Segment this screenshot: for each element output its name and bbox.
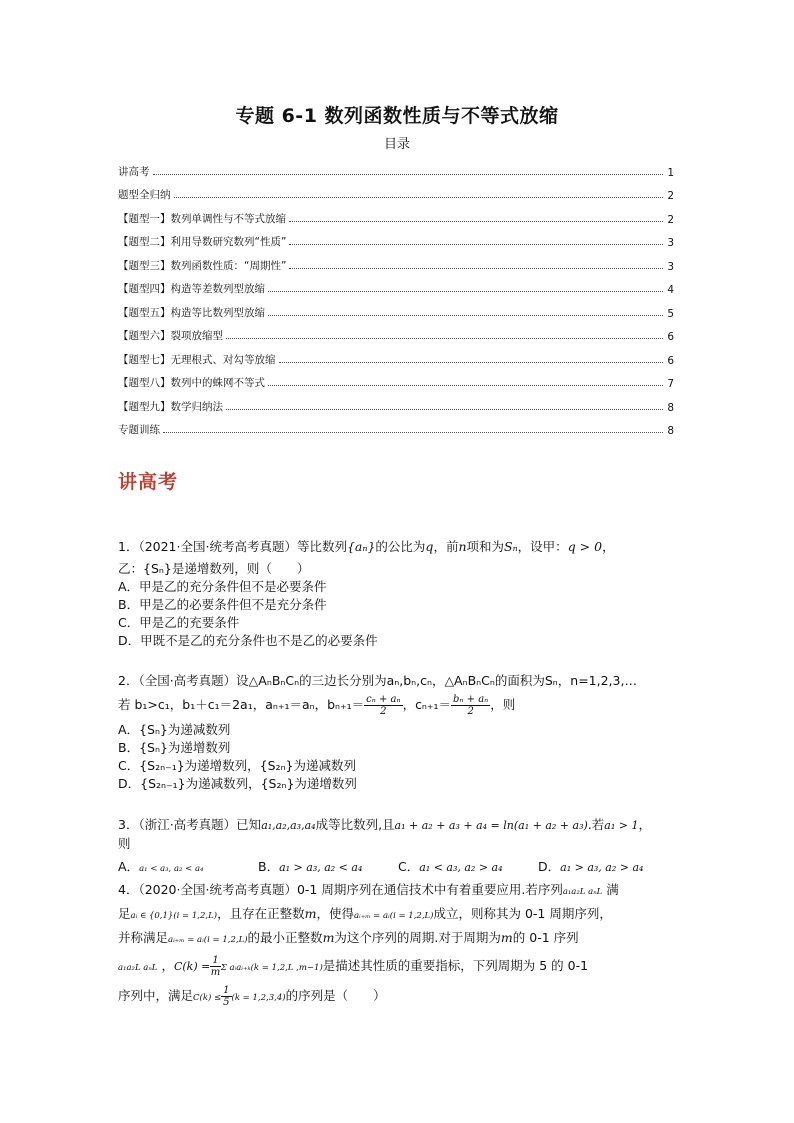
fraction-numerator: 1 bbox=[223, 985, 230, 996]
question-1 bbox=[118, 538, 678, 650]
option-d[interactable]: D．{S₂ₙ₋₁}为递减数列，{S₂ₙ}为递增数列 bbox=[118, 776, 357, 791]
math-expr: Sₙ bbox=[504, 539, 518, 554]
fraction bbox=[221, 985, 231, 1008]
option-label: B． bbox=[258, 859, 280, 874]
question-3 bbox=[118, 816, 678, 878]
option-expr: a₁ < a₃, a₂ > a₄ bbox=[419, 861, 503, 874]
question-text: ，则 bbox=[490, 697, 516, 712]
toc-entry-page: 6 bbox=[667, 331, 674, 343]
toc-leader bbox=[268, 315, 663, 316]
question-text: 的 0-1 序列 bbox=[512, 930, 579, 945]
math-expr: {aₙ} bbox=[346, 539, 376, 554]
toc-entry[interactable] bbox=[118, 390, 674, 414]
option-label: D． bbox=[538, 859, 561, 874]
toc-leader bbox=[268, 291, 663, 292]
fraction-denominator: m bbox=[210, 967, 221, 978]
option-a[interactable]: A．{Sₙ}为递减数列 bbox=[118, 722, 231, 737]
option-a[interactable] bbox=[118, 858, 258, 878]
toc-entry-label: 【题型五】构造等比数列型放缩 bbox=[118, 306, 265, 319]
question-4-line5 bbox=[118, 985, 678, 1009]
math-expr: Σ aᵢaᵢ₊ₖ(k = 1,2,L ,m−1) bbox=[220, 963, 323, 973]
toc-entry-page: 3 bbox=[667, 237, 674, 249]
question-text: 3．（浙江·高考真题）已知 bbox=[118, 817, 262, 832]
math-expr: a₁a₂L aₙL bbox=[118, 963, 158, 973]
question-text: 是描述其性质的重要指标，下列周期为 5 的 0-1 bbox=[322, 958, 589, 973]
toc-entry-page: 8 bbox=[667, 425, 674, 437]
toc-leader bbox=[226, 409, 663, 410]
toc-entry-page: 2 bbox=[667, 190, 674, 202]
math-expr: aᵢ₊ₘ = aᵢ(i = 1,2,L) bbox=[353, 911, 434, 921]
toc-entry[interactable] bbox=[118, 226, 674, 250]
toc-entry-page: 4 bbox=[667, 284, 674, 296]
toc-entry-label: 【题型九】数学归纳法 bbox=[118, 400, 223, 413]
math-expr: aᵢ₊ₘ = aᵢ(i = 1,2,L) bbox=[168, 935, 248, 945]
toc-leader bbox=[174, 197, 664, 198]
math-expr: C(k) = bbox=[173, 960, 211, 973]
math-expr: q bbox=[425, 539, 434, 554]
question-text: 2．（全国·高考真题）设△AₙBₙCₙ的三边长分别为aₙ,bₙ,cₙ，△AₙBₙCₙ的面积为Sₙ，n=1,2,3,… bbox=[118, 673, 637, 688]
option-b[interactable]: B．{Sₙ}为递增数列 bbox=[118, 740, 231, 755]
question-text: ， bbox=[638, 817, 651, 832]
option-row bbox=[118, 858, 678, 878]
question-text: 序列中，满足 bbox=[118, 988, 194, 1003]
toc-heading: 目录 bbox=[383, 137, 410, 152]
section-heading: 讲高考 bbox=[118, 471, 179, 493]
toc-entry[interactable] bbox=[118, 343, 674, 367]
question-text: 足 bbox=[118, 906, 131, 921]
toc-entry-page: 1 bbox=[667, 166, 674, 179]
toc-entry[interactable] bbox=[118, 367, 674, 391]
question-text: ，前 bbox=[433, 539, 459, 554]
toc-entry-page: 5 bbox=[667, 307, 674, 320]
toc-entry[interactable] bbox=[118, 155, 674, 179]
question-text: 项和为 bbox=[466, 539, 505, 554]
toc-leader bbox=[163, 432, 663, 433]
option-b[interactable]: B．甲是乙的必要条件但不是充分条件 bbox=[118, 597, 327, 612]
question-4-line3 bbox=[118, 927, 678, 951]
math-expr: m bbox=[304, 906, 317, 921]
question-text: ，使得 bbox=[316, 906, 354, 921]
toc-entry-label: 【题型二】利用导数研究数列“性质” bbox=[118, 236, 287, 248]
question-text: 的最小正整数 bbox=[247, 930, 323, 945]
fraction bbox=[210, 955, 220, 978]
question-text: 4．（2020·全国·统考高考真题）0-1 周期序列在通信技术中有着重要应用.若序列 bbox=[118, 882, 563, 897]
question-text: ，cₙ₊₁＝ bbox=[402, 697, 452, 712]
option-label: C． bbox=[398, 859, 420, 874]
math-expr: (k = 1,2,3,4) bbox=[231, 993, 286, 1003]
fraction-numerator: 1 bbox=[212, 955, 219, 966]
math-expr: n bbox=[458, 539, 467, 554]
fraction bbox=[364, 694, 402, 717]
question-text: 成立，则称其为 0-1 周期序列， bbox=[433, 906, 612, 921]
question-text: ，且存在正整数 bbox=[217, 906, 305, 921]
toc-entry[interactable] bbox=[118, 296, 674, 320]
math-expr: a₁ > 1 bbox=[604, 819, 639, 832]
question-2 bbox=[118, 672, 678, 793]
toc-leader bbox=[289, 244, 663, 245]
toc-leader bbox=[268, 385, 663, 386]
question-text: 则 bbox=[118, 836, 131, 851]
option-expr: a₁ < a₃, a₂ < a₄ bbox=[139, 864, 204, 874]
toc-entry-page: 8 bbox=[667, 401, 674, 414]
toc-entry-page: 6 bbox=[667, 354, 674, 367]
toc-entry[interactable] bbox=[118, 179, 674, 203]
option-d[interactable]: D．甲既不是乙的充分条件也不是乙的必要条件 bbox=[118, 633, 378, 648]
question-1-stem bbox=[118, 538, 678, 556]
toc-leader bbox=[226, 338, 663, 339]
toc-entry-label: 专题训练 bbox=[118, 424, 160, 436]
math-expr: a₁a₂L aₙL bbox=[562, 887, 603, 897]
toc-leader bbox=[153, 174, 664, 175]
math-expr: m bbox=[500, 930, 513, 945]
question-text: 成等比数列,且 bbox=[315, 817, 395, 832]
toc-entry-page: 2 bbox=[667, 213, 674, 226]
question-text: 1．（2021·全国·统考高考真题）等比数列 bbox=[118, 539, 347, 554]
question-text: 若 b₁>c₁，b₁＋c₁＝2a₁，aₙ₊₁＝aₙ，bₙ₊₁＝ bbox=[118, 697, 365, 712]
math-expr: a₁ + a₂ + a₃ + a₄ = ln(a₁ + a₂ + a₃) bbox=[394, 819, 588, 832]
question-4 bbox=[118, 879, 678, 1009]
toc-entry-label: 【题型一】数列单调性与不等式放缩 bbox=[118, 212, 286, 225]
question-text: ， bbox=[602, 539, 615, 554]
toc-entry[interactable] bbox=[118, 414, 674, 438]
toc-entry-label: 【题型三】数列函数性质：“周期性” bbox=[118, 259, 287, 272]
toc-leader bbox=[279, 362, 664, 363]
page-title: 专题 6-1 数列函数性质与不等式放缩 bbox=[235, 105, 559, 127]
math-expr: q > 0 bbox=[567, 539, 603, 554]
question-text: 的公比为 bbox=[375, 539, 426, 554]
question-3-stem bbox=[118, 816, 678, 835]
math-expr: aᵢ ∈ {0,1}(i = 1,2,L) bbox=[130, 911, 218, 921]
fraction-numerator: bₙ + aₙ bbox=[453, 694, 489, 705]
math-expr: m bbox=[322, 930, 335, 945]
toc-entry[interactable] bbox=[118, 273, 674, 297]
toc-entry-label: 【题型八】数列中的蛛网不等式 bbox=[118, 377, 265, 389]
option-b[interactable] bbox=[258, 858, 398, 878]
option-a[interactable]: A．甲是乙的充分条件但不是必要条件 bbox=[118, 579, 327, 594]
toc-entry-page: 3 bbox=[667, 260, 674, 273]
option-c[interactable]: C．甲是乙的充要条件 bbox=[118, 615, 240, 630]
question-text: 满 bbox=[606, 882, 619, 897]
toc-entry-label: 【题型七】无理根式、对勾等放缩 bbox=[118, 353, 276, 366]
question-4-line4 bbox=[118, 955, 678, 979]
question-text: 乙：{Sₙ}是递增数列，则（ ） bbox=[118, 561, 310, 576]
option-c[interactable]: C．{S₂ₙ₋₁}为递增数列，{S₂ₙ}为递减数列 bbox=[118, 758, 357, 773]
toc-entry-label: 【题型四】构造等差数列型放缩 bbox=[118, 283, 265, 295]
toc-entry-label: 【题型六】裂项放缩型 bbox=[118, 330, 223, 342]
question-text: 为这个序列的周期.对于周期为 bbox=[334, 930, 501, 945]
toc-leader bbox=[289, 221, 663, 222]
question-4-line2 bbox=[118, 903, 678, 927]
fraction-denominator: 2 bbox=[467, 706, 474, 717]
option-label: A． bbox=[118, 859, 140, 874]
toc-entry[interactable] bbox=[118, 202, 674, 226]
toc-entry-label: 讲高考 bbox=[118, 165, 150, 178]
toc-entry[interactable] bbox=[118, 249, 674, 273]
math-expr: a₁,a₂,a₃,a₄ bbox=[261, 819, 316, 832]
toc-entry[interactable] bbox=[118, 320, 674, 344]
question-text: .若 bbox=[587, 817, 605, 832]
fraction bbox=[451, 694, 490, 717]
question-text: 的序列是（ ） bbox=[285, 988, 386, 1003]
question-text: ， bbox=[161, 958, 174, 973]
toc-leader bbox=[289, 268, 663, 269]
option-expr: a₁ > a₃, a₂ > a₄ bbox=[560, 861, 644, 874]
question-4-line1 bbox=[118, 879, 678, 903]
fraction-numerator: cₙ + aₙ bbox=[366, 694, 401, 705]
question-text: ，设甲： bbox=[517, 539, 568, 554]
option-expr: a₁ > a₃, a₂ < a₄ bbox=[279, 861, 363, 874]
toc-entry-label: 题型全归纳 bbox=[118, 189, 171, 201]
toc-entry-page: 7 bbox=[667, 378, 674, 390]
fraction-denominator: 5 bbox=[223, 997, 230, 1008]
question-text: 并称满足 bbox=[118, 930, 169, 945]
fraction-denominator: 2 bbox=[380, 706, 387, 717]
math-expr: C(k) ≤ bbox=[193, 993, 222, 1003]
table-of-contents bbox=[118, 155, 674, 437]
question-2-line2 bbox=[118, 694, 678, 717]
option-c[interactable] bbox=[398, 858, 538, 878]
option-d[interactable] bbox=[538, 858, 678, 878]
